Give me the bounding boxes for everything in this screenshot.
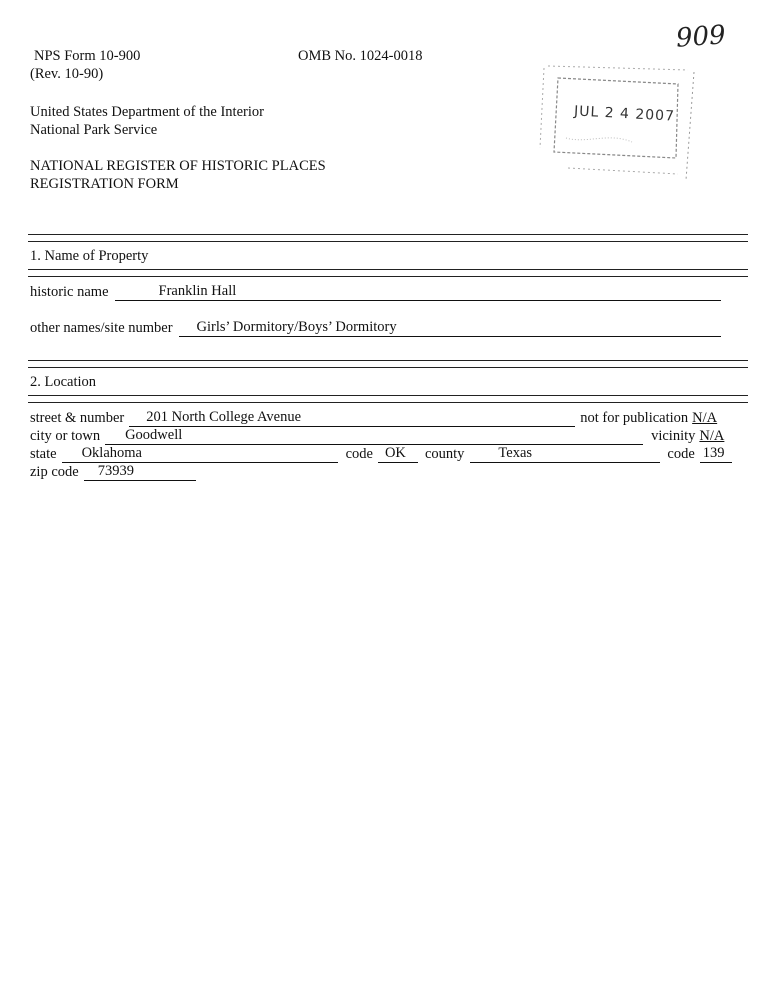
form-subtitle: REGISTRATION FORM xyxy=(30,176,179,192)
zip-field[interactable] xyxy=(84,465,196,481)
section-divider xyxy=(28,395,748,403)
county-value: Texas xyxy=(498,445,533,461)
street-value: 201 North College Avenue xyxy=(146,409,302,425)
street-field[interactable] xyxy=(129,411,575,427)
county-label: county xyxy=(424,446,465,462)
city-label: city or town xyxy=(30,428,101,444)
state-code-label: code xyxy=(345,446,373,462)
form-revision: (Rev. 10-90) xyxy=(30,66,104,82)
zip-row xyxy=(30,464,196,481)
other-names-value: Girls’ Dormitory/Boys’ Dormitory xyxy=(196,319,397,335)
zip-label: zip code xyxy=(30,464,79,480)
county-code-field[interactable] xyxy=(700,447,732,463)
handwritten-number: 909 xyxy=(675,20,727,54)
stamp-date: JUL 2 4 2007 xyxy=(573,103,676,125)
vicinity-value: N/A xyxy=(699,428,725,444)
not-for-publication-value: N/A xyxy=(692,410,718,426)
state-label: state xyxy=(30,446,57,462)
state-field[interactable] xyxy=(62,447,338,463)
other-names-field[interactable] xyxy=(179,321,721,337)
street-row xyxy=(30,410,717,427)
zip-value: 73939 xyxy=(97,463,134,479)
historic-name-value: Franklin Hall xyxy=(158,283,237,299)
city-value: Goodwell xyxy=(125,427,183,443)
historic-name-field[interactable] xyxy=(115,285,721,301)
form-number: NPS Form 10-900 xyxy=(34,48,141,64)
street-label: street & number xyxy=(30,410,125,426)
not-for-publication-label: not for publication xyxy=(580,410,689,426)
other-names-row xyxy=(30,320,721,337)
section-heading-name: 1. Name of Property xyxy=(30,248,149,264)
county-field[interactable] xyxy=(470,447,660,463)
received-stamp xyxy=(528,48,704,188)
vicinity-label: vicinity xyxy=(651,428,696,444)
section-divider xyxy=(28,234,748,242)
county-code-label: code xyxy=(667,446,695,462)
state-value: Oklahoma xyxy=(81,445,142,461)
section-divider xyxy=(28,269,748,277)
state-county-row xyxy=(30,446,732,463)
city-row xyxy=(30,428,724,445)
other-names-label: other names/site number xyxy=(30,320,173,336)
state-code-value: OK xyxy=(384,445,406,461)
county-code-value: 139 xyxy=(702,445,725,461)
form-title: NATIONAL REGISTER OF HISTORIC PLACES xyxy=(30,158,326,174)
city-field[interactable] xyxy=(105,429,643,445)
section-divider xyxy=(28,360,748,368)
agency-department: United States Department of the Interior xyxy=(30,104,264,120)
state-code-field[interactable] xyxy=(378,447,418,463)
omb-number: OMB No. 1024-0018 xyxy=(298,48,423,64)
historic-name-row xyxy=(30,284,721,301)
section-heading-location: 2. Location xyxy=(30,374,97,390)
agency-service: National Park Service xyxy=(30,122,158,138)
historic-name-label: historic name xyxy=(30,284,109,300)
